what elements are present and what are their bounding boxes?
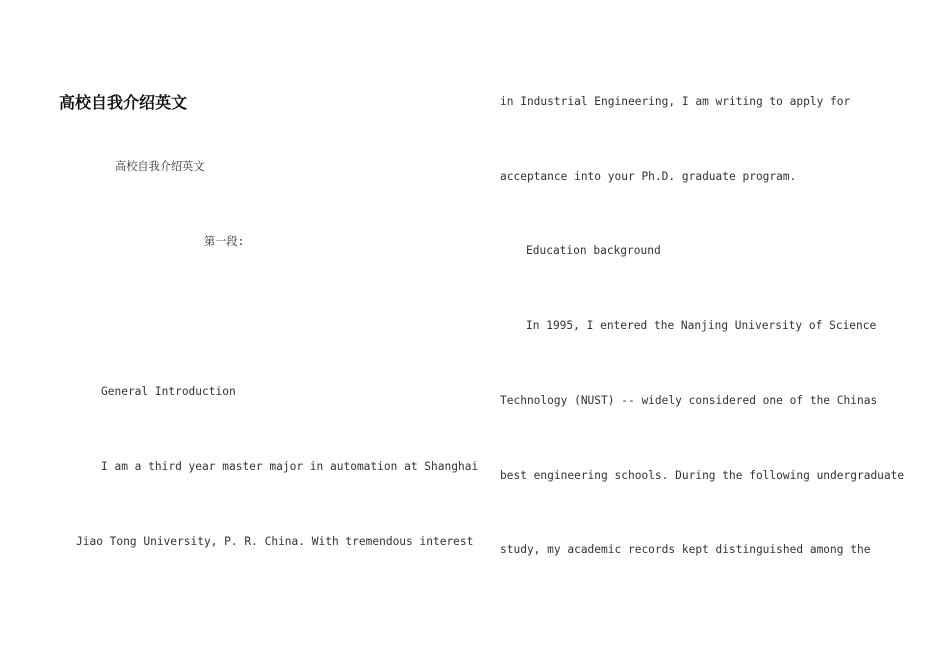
page-title: 高校自我介绍英文 — [59, 93, 188, 112]
paragraph-line: I am a third year master major in automation at Shanghai — [101, 460, 479, 473]
section-label: 第一段: — [204, 235, 245, 248]
paragraph-line: in Industrial Engineering, I am writing to apply for — [500, 95, 851, 108]
paragraph-line: acceptance into your Ph.D. graduate program. — [500, 170, 797, 183]
paragraph-line: Jiao Tong University, P. R. China. With tremendous interest — [76, 535, 474, 548]
paragraph-line: In 1995, I entered the Nanjing University of Science — [526, 319, 877, 332]
paragraph-line: best engineering schools. During the following undergraduate — [500, 469, 905, 482]
subtitle: 高校自我介绍英文 — [115, 160, 205, 173]
section-heading: Education background — [526, 244, 661, 257]
section-heading: General Introduction — [101, 385, 236, 398]
paragraph-line: Technology (NUST) -- widely considered one of the Chinas — [500, 394, 878, 407]
paragraph-line: study, my academic records kept distinguished among the — [500, 543, 871, 556]
